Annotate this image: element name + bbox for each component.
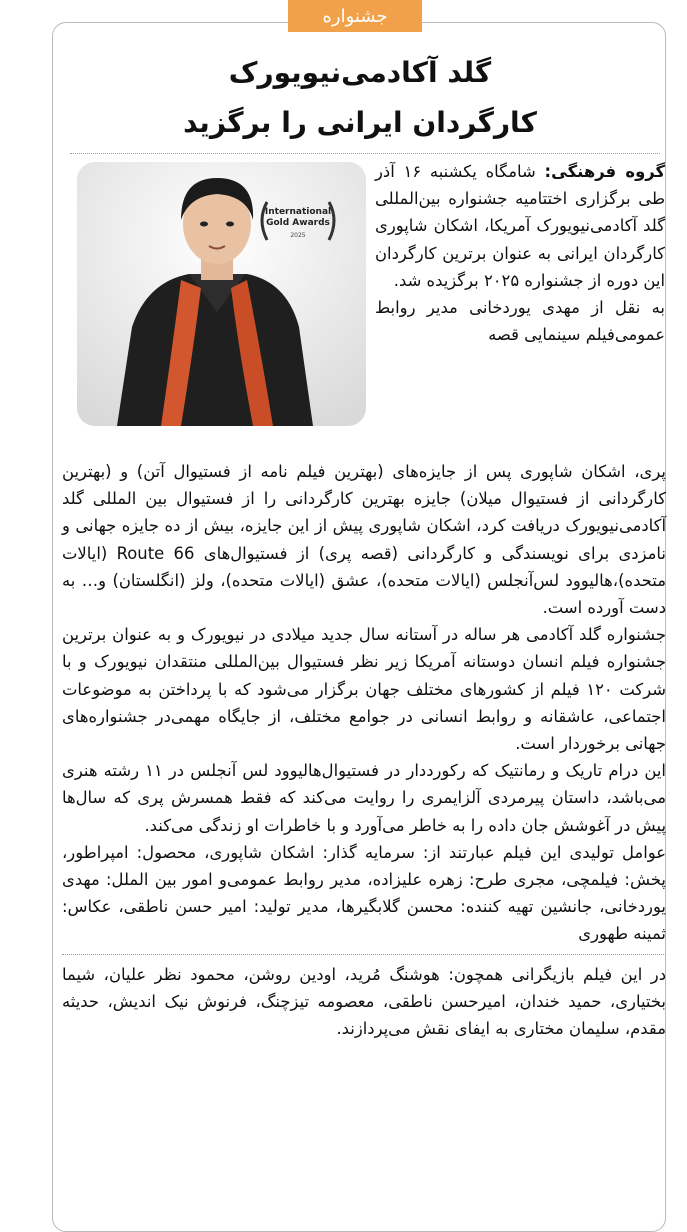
headline-divider [70, 153, 660, 154]
article-paragraph-5: عوامل تولیدی این فیلم عبارتند از: سرمایه گذار: اشکان شاپوری، محصول: امپراطور، پخش: فیلمچی، مجری طرح: زهره علیزاده، مدیر روابط عمومی‌و امور بین الملل: مهدی یوردخانی، جانشین تهیه کننده: محسن گلابگیرها، مدیر تولید: امیر حسن ناطقی، عکاس: ثمینه طهوری [62, 842, 666, 944]
article-paragraph-2-rest: پری، اشکان شاپوری پس از جایزه‌های (بهترین فیلم نامه از فستیوال آتن) و (بهترین کارگردانی از فستیوال میلان) جایزه بهترین کارگردانی را از فستیوال بین المللی گلد آکادمی‌نیویورک دریافت کرد، اشکان شاپوری پیش از این جایزه، بیش از ده جایزه جهانی و نامزدی برای نویسندگی و کارگردانی (قصه پری) از فستیوال‌های Route 66 (ایالات متحده)،هالیوود لس‌آنجلس (ایالات متحده)، عشق (ایالات متحده)، ولز (انگلستان) و… به دست آورده است. [62, 462, 666, 618]
article-body [62, 458, 666, 1042]
headline-line-1: گلد آکادمی‌نیویورک [228, 56, 492, 89]
section-tag: جشنواره [288, 0, 422, 32]
director-portrait-image [77, 162, 366, 426]
director-photo [77, 162, 366, 426]
svg-text:International: International [264, 207, 332, 217]
paragraph-divider [62, 954, 666, 955]
article-paragraph-6: در این فیلم بازیگرانی همچون: هوشنگ مُرید، اودین روشن، محمود نظر علیان، شیما بختیاری، حمید خندان، امیرحسن ناطقی، معصومه تیزچنگ، فرنوش نیک اندیش، حدیثه مقدم، سلیمان مختاری به ایفای نقش می‌پردازند. [62, 964, 666, 1039]
article-paragraph-4: این درام تاریک و رمانتیک که رکورددار در فستیوال‌هالیوود لس آنجلس در ۱۱ رشته هنری می‌باشد، داستان پیرمردی آلزایمری را روایت می‌کند که فقط همسرش پری که سال‌ها پیش در آغوشش جان داده را به خاطر می‌آورد و با خاطرات او زندگی می‌کند. [62, 761, 666, 835]
article-byline: گروه فرهنگی: [544, 162, 666, 181]
svg-text:Gold Awards: Gold Awards [266, 218, 330, 228]
article-paragraph-2-start: به نقل از مهدی یوردخانی مدیر روابط عمومی‌فیلم سینمایی قصه [375, 298, 665, 345]
article-lead-text: شامگاه یکشنبه ۱۶ آذر طی برگزاری اختتامیه جشنواره بین‌المللی گلد آکادمی‌نیویورک آمریکا، اشکان شاپوری کارگردان ایرانی به عنوان برترین کارگردان این دوره از جشنواره ۲۰۲۵ برگزیده شد. [375, 162, 665, 290]
headline-line-2: کارگردان ایرانی را برگزید [183, 106, 537, 139]
svg-text:2025: 2025 [290, 232, 306, 239]
article-lead-paragraph [375, 158, 665, 294]
article-paragraph-3: جشنواره گلد آکادمی هر ساله در آستانه سال جدید میلادی در نیویورک و به عنوان برترین جشنواره فیلم انسان دوستانه آمریکا زیر نظر فستیوال بین‌المللی منتقدان نیویورک و با شرکت ۱۲۰ فیلم از کشورهای مختلف جهان برگزار می‌شود که با پرداختن به موضوعات اجتماعی، عاشقانه و روابط انسانی در جوامع مختلف، از جایگاه مهمی‌در جشنواره‌های جهانی برخوردار است. [62, 625, 666, 754]
article-intro-column [375, 158, 665, 348]
